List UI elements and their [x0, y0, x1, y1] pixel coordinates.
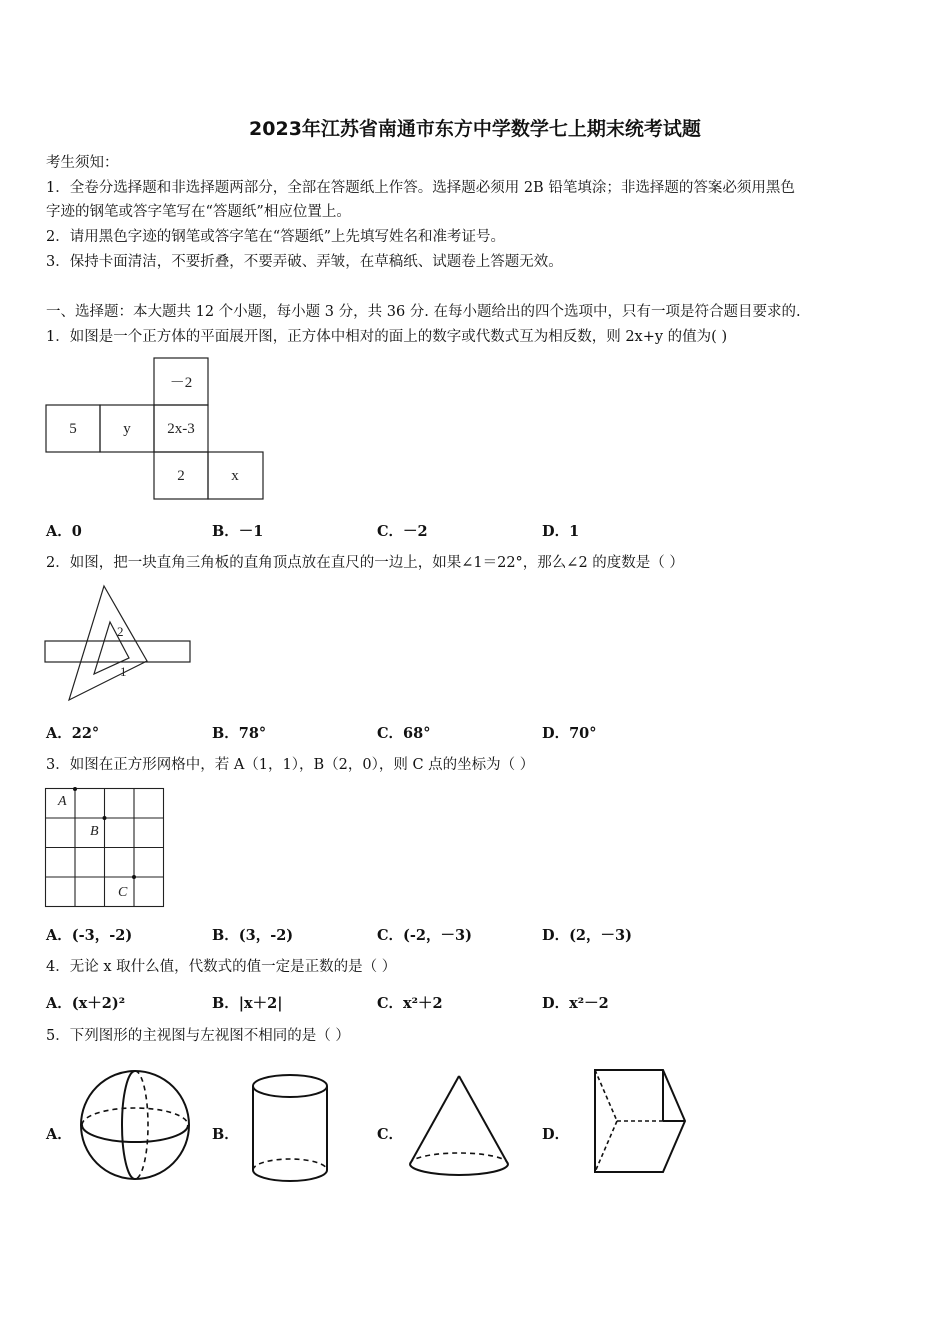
- sphere-figure: [78, 1068, 198, 1188]
- net-label-bottom1: 2: [177, 468, 185, 484]
- section-heading: 一、选择题：本大题共 12 个小题，每小题 3 分，共 36 分. 在每小题给出的四个选项中，只有一项是符合题目要求的.: [46, 304, 801, 320]
- q3-stem: 3．如图在正方形网格中，若 A（1，1），B（2，0），则 C 点的坐标为（ ）: [46, 757, 535, 773]
- net-label-left2: y: [123, 421, 131, 437]
- q4-option-c: C．x²＋2: [377, 995, 443, 1012]
- q4-option-d: D．x²－2: [542, 995, 609, 1012]
- notice-line-1b: 字迹的钢笔或答字笔写在“答题纸”相应位置上。: [46, 204, 351, 220]
- q1-option-b: B．－1: [212, 523, 264, 540]
- q3-option-b: B．(3，-2): [212, 927, 294, 944]
- point-c-dot: [132, 875, 136, 879]
- q5-stem: 5．下列图形的主视图与左视图不相同的是（ ）: [46, 1028, 350, 1044]
- angle-1-label: 1: [120, 664, 127, 679]
- q2-option-b: B．78°: [212, 725, 267, 742]
- q2-option-c: C．68°: [377, 725, 431, 742]
- q5-option-c: C．: [377, 1126, 404, 1143]
- notice-line-2: 2．请用黑色字迹的钢笔或答字笔在“答题纸”上先填写姓名和准考证号。: [46, 229, 506, 245]
- q2-stem: 2．如图，把一块直角三角板的直角顶点放在直尺的一边上，如果∠1＝22°，那么∠2 的度数是（ ）: [46, 555, 684, 571]
- q2-option-a: A．22°: [46, 725, 100, 742]
- q1-option-c: C．－2: [377, 523, 428, 540]
- notice-line-1a: 1．全卷分选择题和非选择题两部分，全部在答题纸上作答。选择题必须用 2B 铅笔填涂；非选择题的答案必须用黑色: [46, 180, 795, 196]
- net-label-bottom2: x: [231, 468, 239, 484]
- notice-heading: 考生须知：: [46, 155, 119, 171]
- q5-option-d: D．: [542, 1126, 570, 1143]
- angle-2-label: 2: [117, 624, 124, 639]
- point-c-label: C: [118, 885, 128, 900]
- q5-option-b: B．: [212, 1126, 239, 1143]
- net-label-top: －2: [169, 375, 193, 391]
- notice-line-3: 3．保持卡面清洁，不要折叠，不要弄破、弄皱，在草稿纸、试题卷上答题无效。: [46, 254, 563, 270]
- q3-option-c: C．(-2，－3): [377, 927, 472, 944]
- q2-option-d: D．70°: [542, 725, 597, 742]
- point-a-label: A: [58, 794, 67, 809]
- q1-option-d: D．1: [542, 523, 580, 540]
- q4-option-b: B．|x＋2|: [212, 995, 283, 1012]
- page-title: 2023年江苏省南通市东方中学数学七上期末统考试题: [249, 118, 701, 140]
- q4-stem: 4．无论 x 取什么值，代数式的值一定是正数的是（ ）: [46, 959, 397, 975]
- cone-figure: [405, 1072, 517, 1182]
- cube-net-figure: [44, 356, 268, 504]
- q3-option-a: A．(-3，-2): [46, 927, 133, 944]
- point-a-dot: [73, 787, 77, 791]
- q1-option-a: A．0: [46, 523, 82, 540]
- q5-option-a: A．: [46, 1126, 72, 1143]
- square-grid-figure: [44, 787, 168, 911]
- q4-option-a: A．(x＋2)²: [46, 995, 126, 1012]
- net-label-center: 2x-3: [167, 421, 195, 437]
- net-label-left1: 5: [69, 421, 77, 437]
- point-b-label: B: [90, 824, 99, 839]
- q3-option-d: D．(2，－3): [542, 927, 632, 944]
- cylinder-figure: [250, 1072, 334, 1192]
- ruler: [45, 641, 190, 662]
- q1-stem: 1．如图是一个正方体的平面展开图，正方体中相对的面上的数字或代数式互为相反数，则 2x+y 的值为( ): [46, 329, 728, 345]
- point-b-dot: [103, 816, 107, 820]
- ruler-triangle-figure: [44, 582, 194, 707]
- prism-figure: [575, 1066, 695, 1178]
- triangle-outer: [69, 586, 147, 700]
